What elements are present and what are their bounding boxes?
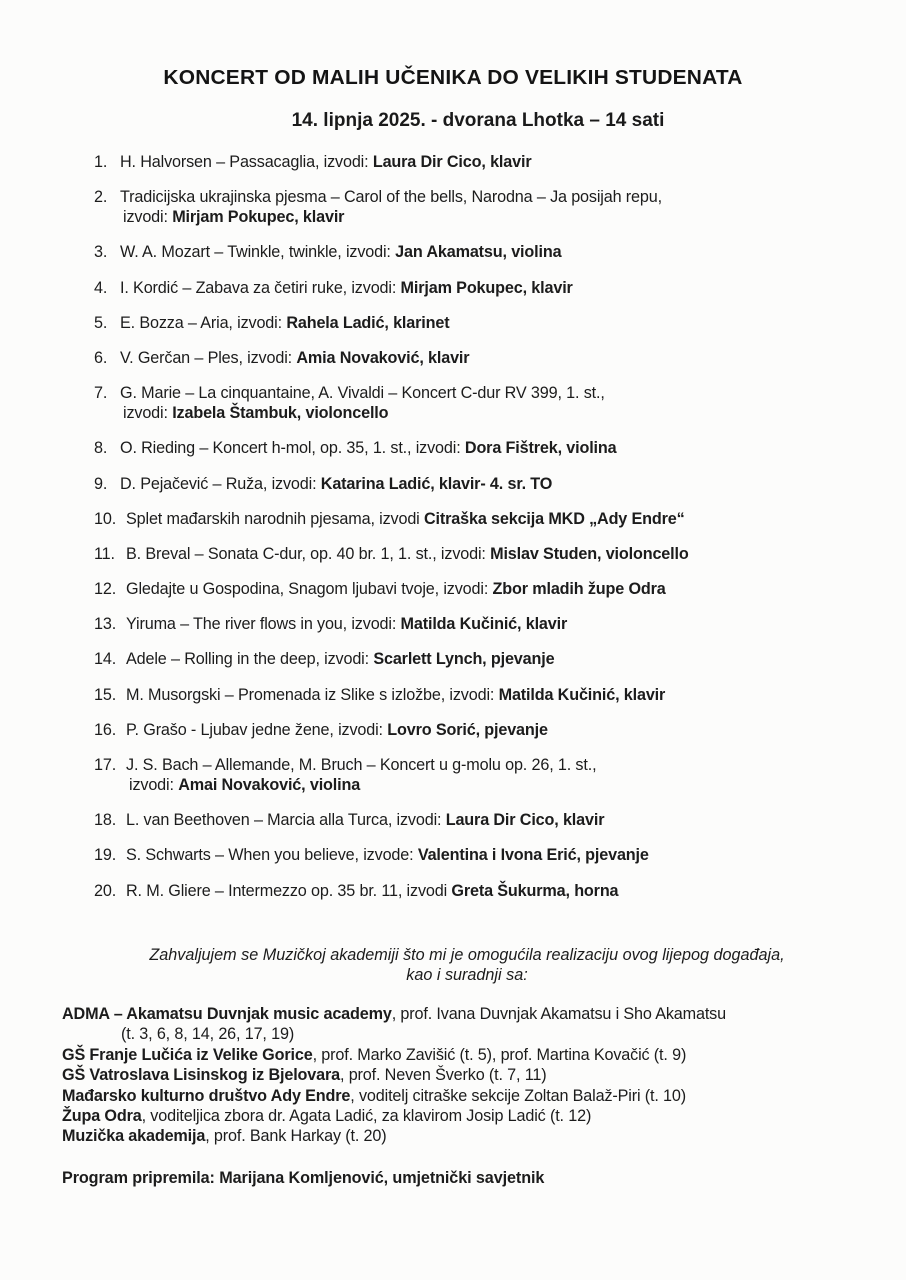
concert-title: KONCERT OD MALIH UČENIKA DO VELIKIH STUDENATA — [163, 66, 743, 89]
program-item-line-2 — [126, 775, 854, 795]
collaborator-detail: , voditelj citraške sekcije Zoltan Balaž-Piri (t. 10) — [350, 1086, 686, 1105]
program-item-performs-label: izvodi: — [129, 776, 179, 794]
program-item-performer: Izabela Štambuk, violoncello — [172, 404, 389, 423]
program-item-piece: I. Kordić – Zabava za četiri ruke, izvodi: — [120, 278, 401, 297]
collaborator-entry — [62, 1106, 882, 1126]
program-item-number: 5. — [94, 313, 108, 332]
prepared-by: Program pripremila: Marijana Komljenović, umjetnički savjetnik — [62, 1169, 545, 1187]
program-item-number: 10. — [94, 509, 117, 528]
program-item-piece: S. Schwarts – When you believe, izvode: — [126, 846, 418, 865]
program-item-piece: O. Rieding – Koncert h-mol, op. 35, 1. st., izvodi: — [120, 439, 465, 458]
program-item-piece: E. Bozza – Aria, izvodi: — [120, 313, 287, 332]
collaborator-entry — [62, 1004, 882, 1045]
program-item-performer: Mislav Studen, violoncello — [490, 544, 689, 563]
program-item — [94, 614, 854, 634]
program-item-line-1 — [120, 384, 605, 402]
collaborator-detail: , prof. Marko Zavišić (t. 5), prof. Martina Kovačić (t. 9) — [312, 1045, 687, 1064]
program-item-piece: Splet mađarskih narodnih pjesama, izvodi — [126, 509, 424, 528]
program-item — [94, 474, 854, 494]
program-item-number: 18. — [94, 811, 117, 830]
program-item-line-1 — [120, 188, 662, 206]
program-item — [94, 881, 854, 901]
program-item — [94, 755, 854, 795]
program-item-number: 2. — [94, 188, 108, 207]
program-item-number: 8. — [94, 439, 108, 458]
program-item-performer: Citraška sekcija MKD „Ady Endre“ — [423, 509, 685, 528]
program-item — [94, 810, 854, 830]
program-item-number: 16. — [94, 720, 117, 739]
program-item-performer: Zbor mladih župe Odra — [492, 580, 666, 599]
program-item-line-2 — [120, 403, 854, 423]
program-item-piece: V. Gerčan – Ples, izvodi: — [120, 348, 297, 367]
program-item-number: 7. — [94, 384, 108, 403]
collaborator-detail: , prof. Neven Šverko (t. 7, 11) — [340, 1066, 547, 1085]
program-item-performer: Katarina Ladić, klavir- 4. sr. TO — [320, 474, 553, 493]
program-item-piece: Yiruma – The river flows in you, izvodi: — [126, 615, 401, 634]
acknowledgement-line-2: kao i suradnji sa: — [406, 966, 528, 984]
collaborator-detail: , prof. Ivana Duvnjak Akamatsu i Sho Akamatsu — [391, 1005, 726, 1023]
program-item — [94, 313, 854, 333]
program-item — [94, 348, 854, 368]
collaborator-name: Muzička akademija — [62, 1127, 206, 1146]
program-item-number: 1. — [94, 153, 108, 171]
program-item-number: 11. — [94, 544, 115, 563]
program-item-line-2 — [120, 207, 854, 227]
collaborator-detail: , prof. Bank Harkay (t. 20) — [205, 1127, 387, 1146]
collaborator-name: GŠ Franje Lučića iz Velike Gorice — [62, 1045, 313, 1064]
program-item-piece: M. Musorgski – Promenada iz Slike s izložbe, izvodi: — [126, 685, 499, 704]
collaborator-entry — [62, 1045, 882, 1065]
collaborator-entry — [62, 1065, 882, 1085]
program-item-number: 4. — [94, 278, 108, 297]
program-item-line-1 — [126, 756, 596, 774]
program-item-piece: H. Halvorsen – Passacaglia, izvodi: — [120, 153, 373, 171]
collaborator-name: GŠ Vatroslava Lisinskog iz Bjelovara — [62, 1066, 340, 1085]
program-item — [94, 187, 854, 227]
program-item — [94, 438, 854, 458]
program-item-piece: Adele – Rolling in the deep, izvodi: — [126, 650, 374, 669]
collaborator-detail: , voditeljica zbora dr. Agata Ladić, za klavirom Josip Ladić (t. 12) — [141, 1107, 592, 1126]
program-item — [94, 720, 854, 740]
program-item — [94, 152, 854, 172]
acknowledgement-line-1: Zahvaljujem se Muzičkoj akademiji što mi je omogućila realizaciju ovog lijepog događaja, — [149, 946, 785, 964]
program-item — [94, 845, 854, 865]
program-item-piece: J. S. Bach – Allemande, M. Bruch – Koncert u g-molu op. 26, 1. st., — [126, 756, 597, 774]
collaborator-detail-items: (t. 3, 6, 8, 14, 26, 17, 19) — [121, 1025, 295, 1044]
program-item — [94, 685, 854, 705]
program-item-piece: R. M. Gliere – Intermezzo op. 35 br. 11, izvodi — [126, 881, 452, 900]
collaborators-list — [62, 1004, 882, 1147]
program-item-piece: L. van Beethoven – Marcia alla Turca, izvodi: — [126, 811, 446, 830]
program-item-piece: D. Pejačević – Ruža, izvodi: — [120, 474, 321, 493]
program-item-performer: Matilda Kučinić, klavir — [400, 615, 568, 634]
program-item-piece: G. Marie – La cinquantaine, A. Vivaldi – Koncert C-dur RV 399, 1. st., — [120, 384, 605, 403]
program-item-piece: P. Grašo - Ljubav jedne žene, izvodi: — [126, 720, 388, 739]
program-item-number: 13. — [94, 615, 117, 634]
collaborator-name: Mađarsko kulturno društvo Ady Endre — [62, 1086, 351, 1105]
program-item-number: 9. — [94, 474, 108, 493]
program-item — [94, 383, 854, 423]
program-item-piece: B. Breval – Sonata C-dur, op. 40 br. 1, 1. st., izvodi: — [126, 544, 491, 563]
program-item-performer: Mirjam Pokupec, klavir — [172, 208, 345, 227]
program-item-piece: Tradicijska ukrajinska pjesma – Carol of the bells, Narodna – Ja posijah repu, — [120, 188, 662, 207]
program-item — [94, 544, 854, 564]
program-item — [94, 579, 854, 599]
program-item-performer: Rahela Ladić, klarinet — [286, 313, 450, 332]
program-item-piece: W. A. Mozart – Twinkle, twinkle, izvodi: — [120, 243, 396, 262]
program-item-number: 14. — [94, 650, 117, 669]
program-item-performs-label: izvodi: — [123, 208, 173, 227]
program-item-performer: Scarlett Lynch, pjevanje — [373, 650, 555, 669]
program-item-performer: Greta Šukurma, horna — [451, 881, 619, 900]
program-item-performer: Mirjam Pokupec, klavir — [400, 278, 573, 297]
collaborator-entry — [62, 1126, 882, 1146]
program-item-piece: Gledajte u Gospodina, Snagom ljubavi tvoje, izvodi: — [126, 580, 493, 599]
program-item — [94, 509, 854, 529]
collaborator-name: Župa Odra — [62, 1107, 142, 1126]
collaborator-name: ADMA – Akamatsu Duvnjak music academy — [62, 1005, 392, 1023]
program-item-performer: Valentina i Ivona Erić, pjevanje — [417, 846, 649, 865]
program-item-number: 17. — [94, 756, 117, 774]
program-item-performer: Dora Fištrek, violina — [464, 439, 617, 458]
program-item-number: 20. — [94, 881, 117, 900]
program-item-number: 12. — [94, 580, 117, 599]
program-item-performer: Laura Dir Cico, klavir — [372, 153, 532, 171]
program-list — [94, 152, 854, 916]
program-item-performer: Jan Akamatsu, violina — [395, 243, 562, 262]
program-item — [94, 242, 854, 262]
program-item-performer: Matilda Kučinić, klavir — [498, 685, 666, 704]
collaborator-entry — [62, 1086, 882, 1106]
program-item — [94, 649, 854, 669]
program-item-performer: Amia Novaković, klavir — [296, 348, 470, 367]
program-item-performer: Laura Dir Cico, klavir — [445, 811, 605, 830]
program-item-performs-label: izvodi: — [123, 404, 173, 423]
program-item-number: 19. — [94, 846, 117, 865]
program-item-number: 15. — [94, 685, 117, 704]
program-item-performer: Lovro Sorić, pjevanje — [387, 720, 548, 739]
program-item — [94, 278, 854, 298]
program-item-number: 6. — [94, 348, 108, 367]
program-item-number: 3. — [94, 243, 108, 262]
concert-date-venue: 14. lipnja 2025. - dvorana Lhotka – 14 sati — [291, 110, 665, 131]
acknowledgement — [0, 945, 906, 985]
program-item-performer: Amai Novaković, violina — [178, 776, 361, 794]
